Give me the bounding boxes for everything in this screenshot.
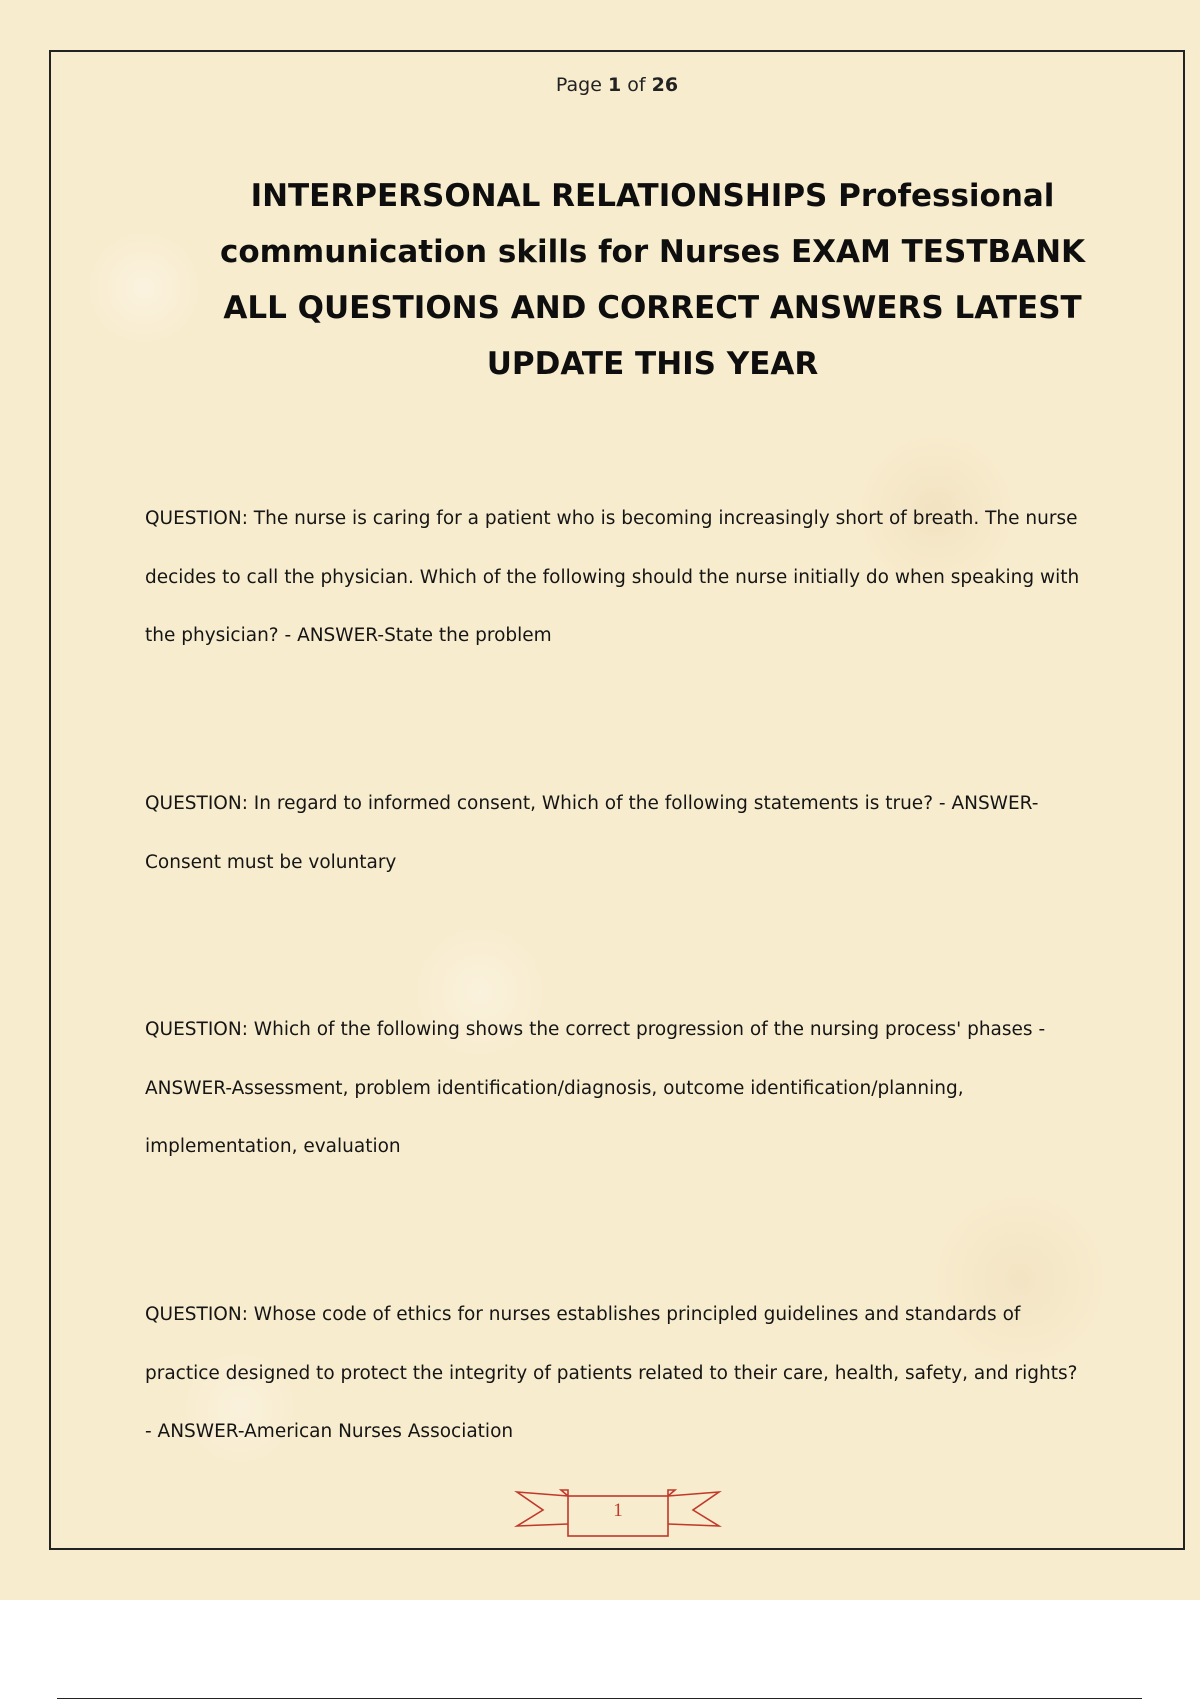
question-answer-item: QUESTION: Which of the following shows the correct progression of the nursing process' phases - ANSWER-Assessment, problem identification/diagnosis, outcome identification/planning, implementation, evaluation [145,1019,1046,1157]
footer-divider [57,1698,1142,1699]
page-counter [0,74,1200,96]
question-answer-item: QUESTION: The nurse is caring for a patient who is becoming increasingly short of breath. The nurse decides to call the physician. Which of the following should the nurse initially do when speaking with the physician? - ANSWER-State the problem [145,508,1080,646]
page-number-label: 1 [613,1500,623,1521]
page-counter-of: of [627,74,646,96]
document-title: INTERPERSONAL RELATIONSHIPS Professional communication skills for Nurses EXAM TESTBANK ALL QUESTIONS AND CORRECT ANSWERS LATEST UPDATE THIS YEAR [219,178,1086,382]
question-answer-item: QUESTION: Whose code of ethics for nurses establishes principled guidelines and standards of practice designed to protect the integrity of patients related to their care, health, safety, and rights? - ANSWER-American Nurses Association [145,1304,1078,1442]
page-counter-prefix: Page [555,74,602,96]
question-answer-item: QUESTION: In regard to informed consent, Which of the following statements is true? - ANSWER-Consent must be voluntary [145,793,1039,873]
page-counter-total: 26 [651,74,679,96]
page-counter-current: 1 [607,74,622,96]
page-number-ribbon [513,1480,723,1540]
